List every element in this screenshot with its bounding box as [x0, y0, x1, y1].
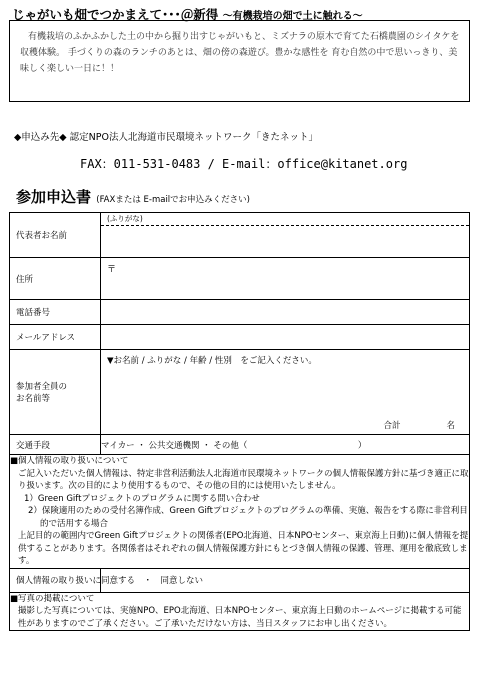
- label-phone: 電話番号: [10, 300, 101, 325]
- privacy-heading: ■個人情報の取り扱いについて: [10, 456, 129, 466]
- row-address: [10, 258, 470, 300]
- row-representative: [10, 213, 470, 258]
- postal-mark: 〒: [107, 265, 117, 275]
- label-transport: 交通手段: [10, 435, 101, 455]
- privacy-paragraph-2: 上記目的の範囲内でGreen Giftプロジェクトの関係者(EPO北海道、日本NPOセンター、東京海上日動)に個人情報を提供することがあります。各関係者はそれぞれの個人情報保護方針にもとづき個人情報の保護、管理、運用を徹底致します。: [18, 531, 469, 566]
- participants-field[interactable]: [101, 350, 470, 435]
- row-transport: [10, 435, 470, 455]
- photo-policy: [10, 592, 470, 631]
- label-email: メールアドレス: [10, 325, 101, 350]
- row-photo: [10, 592, 470, 631]
- event-title: [12, 5, 363, 23]
- address-field[interactable]: [101, 258, 470, 300]
- event-title-main: じゃがいも畑でつかまえて･･･＠新得: [12, 7, 219, 22]
- furigana-label: (ふりがな): [101, 213, 469, 226]
- row-participants: [10, 350, 470, 435]
- privacy-policy: [10, 455, 470, 569]
- privacy-item-1: 1）Green Giftプロジェクトのプログラムに関する問い合わせ: [24, 493, 260, 504]
- contact-info: FAX：011-531-0483 / E-mail：office@kitanet.org: [80, 157, 408, 171]
- event-subtitle: ～有機栽培の畑で土に触れる～: [222, 11, 363, 22]
- form-title-text: 参加申込書: [16, 188, 92, 206]
- participants-total: [383, 419, 455, 431]
- representative-name-field[interactable]: [101, 213, 470, 258]
- label-address: 住所: [10, 258, 101, 300]
- apply-destination: ◆申込み先◆ 認定NPO法人北海道市民環境ネットワーク「きたネット」: [14, 132, 318, 143]
- photo-body: 撮影した写真については、実施NPO、EPO北海道、日本NPOセンター、東京海上日動のホームページに掲載する可能性がありますのでご了承ください。ご了承いただけない方は、当日スタッフにお申し出ください。: [18, 606, 462, 629]
- total-label: 合計: [383, 421, 401, 431]
- event-body-text: 有機栽培のふかふかした土の中から掘り出すじゃがいもと、ミズナラの原木で育てた石橋農園のシイタケを収穫体験。 手づくりの森のランチのあとは、畑の傍の森遊び。豊かな感性を 育む自然の中で思いっきり、美味しく楽しい一日に！！: [20, 32, 460, 74]
- participants-note: ▼お名前 / ふりがな / 年齢 / 性別 をご記入ください。: [107, 356, 317, 366]
- form-title: [16, 186, 250, 207]
- label-participants: [10, 350, 101, 435]
- row-phone: [10, 300, 470, 325]
- row-email: [10, 325, 470, 350]
- transport-options[interactable]: マイカー ・ 公共交通機関 ・ その他（ ）: [101, 435, 470, 455]
- total-unit: 名: [446, 421, 455, 431]
- label-privacy-agree: 個人情報の取り扱いに: [10, 568, 101, 592]
- privacy-item-2: 2）保険適用のための受付名簿作成、Green Giftプロジェクトのプログラムの準備、実施、報告をする際に非営利目的で活用する場合: [28, 506, 468, 529]
- row-privacy-agree: [10, 568, 470, 592]
- row-privacy: [10, 455, 470, 569]
- phone-field[interactable]: [101, 300, 470, 325]
- privacy-agree-options[interactable]: 同意する ・ 同意しない: [101, 568, 470, 592]
- photo-heading: ■写真の掲載について: [10, 593, 95, 604]
- label-participants-line2: お名前等: [16, 394, 51, 404]
- privacy-paragraph-1: ご記入いただいた個人情報は、特定非営利活動法人北海道市民環境ネットワークの個人情報保護方針に基づき適正に取り扱います。次の目的により使用するもので、その他の目的には使用いたしません。: [18, 468, 469, 491]
- application-form-table: [9, 212, 470, 631]
- label-representative: 代表者お名前: [10, 213, 101, 258]
- label-participants-line1: 参加者全員の: [16, 382, 68, 392]
- event-description-box: [9, 7, 470, 102]
- email-field[interactable]: [101, 325, 470, 350]
- form-note: (FAXまたは E-mailでお申込みください): [96, 195, 250, 205]
